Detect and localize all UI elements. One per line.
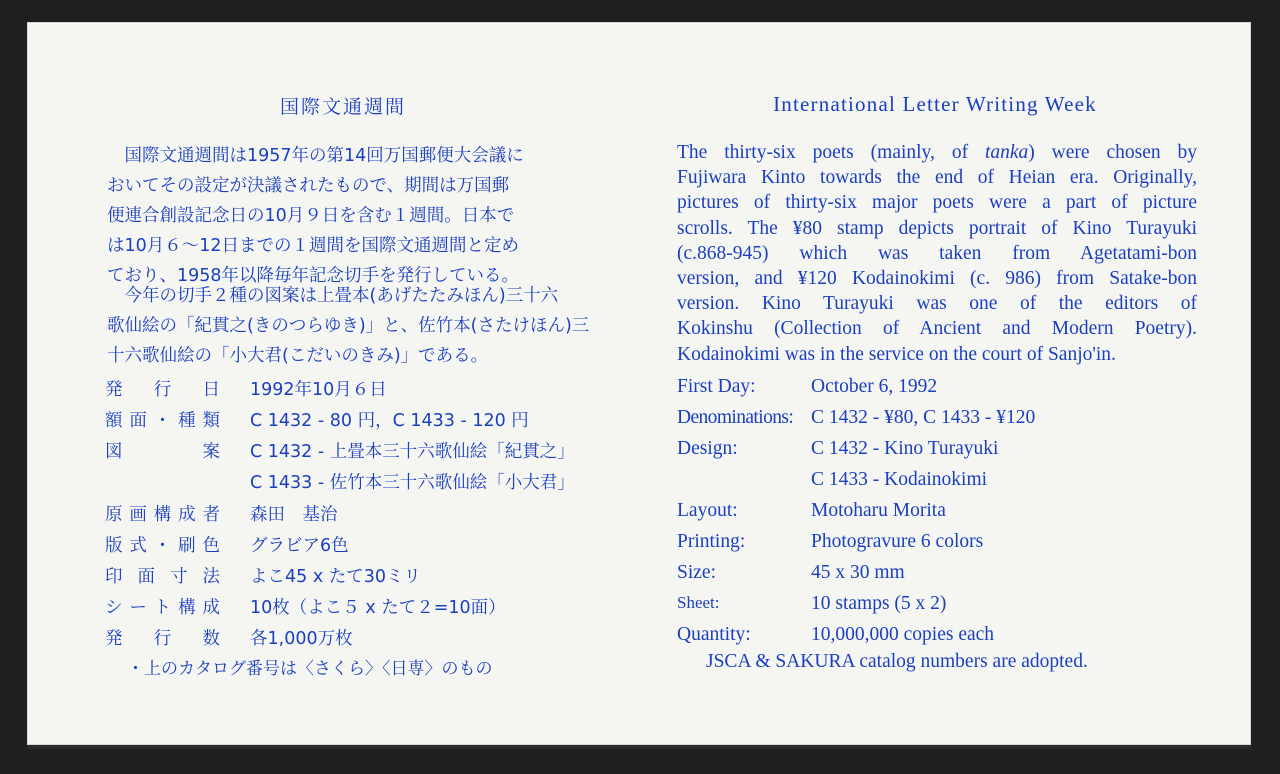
jp-para2-line: 今年の切手２種の図案は上畳本(あげたたみほん)三十六 [107,286,559,306]
en-para-line: version. Kino Turayuki was one of the editors of [677,293,1197,315]
en-detail-label: Design: [677,438,738,459]
jp-detail-value: 森田 基治 [250,505,338,525]
jp-paragraph-1 [107,141,632,291]
en-detail-label: Quantity: [677,624,751,645]
jp-detail-value: C 1432 - 80 円，C 1433 - 120 円 [250,411,529,431]
jp-para1-line: おいてその設定が決議されたもので、期間は万国郵 [107,176,510,196]
en-detail-value: Motoharu Morita [811,500,946,521]
jp-para2-line: 歌仙絵の「紀貫之(きのつらゆき)」と、佐竹本(さたけほん)三 [107,316,590,336]
jp-detail-value: 1992年10月６日 [250,380,387,400]
jp-detail-label: 印 面 寸 法 [105,567,220,587]
en-para-line: The thirty-six poets (mainly, of tanka) were chosen by [677,142,1197,163]
jp-para1-line: ており、1958年以降毎年記念切手を発行している。 [107,266,520,286]
en-detail-value: C 1432 - Kino Turayuki [811,438,999,459]
jp-para2-line: 十六歌仙絵の「小大君(こだいのきみ)」である。 [107,346,489,366]
en-catalog-note: JSCA & SAKURA catalog numbers are adopted. [706,651,1088,672]
jp-detail-value: 10枚（よこ５ x たて２=10面） [250,598,506,618]
en-detail-value: 10 stamps (5 x 2) [811,593,947,614]
jp-para1-line: 便連合創設記念日の10月９日を含む１週間。日本で [107,206,515,226]
en-detail-label: Printing: [677,531,746,552]
en-para-line: Fujiwara Kinto towards the end of Heian era. Originally, [677,167,1197,189]
jp-detail-value: C 1433 - 佐竹本三十六歌仙絵「小大君」 [250,473,575,493]
en-detail-value: C 1433 - Kodainokimi [811,469,988,490]
jp-detail-label: 原 画 構 成 者 [105,505,220,525]
en-detail-value: 45 x 30 mm [811,562,905,583]
en-para-line: scrolls. The ¥80 stamp depicts portrait of Kino Turayuki [677,217,1197,239]
en-paragraph [677,140,1197,367]
jp-title: 国際文通週間 [279,96,406,118]
jp-detail-label: シ ー ト 構 成 [105,598,220,618]
card-edge [27,745,1251,749]
en-detail-label: First Day: [677,376,756,397]
jp-catalog-note: ・上のカタログ番号は〈さくら〉〈日専〉のもの [127,659,493,679]
en-detail-label: Denominations: [677,407,794,428]
en-detail-value: 10,000,000 copies each [811,624,995,645]
jp-detail-label: 額 面 ・ 種 類 [105,411,220,431]
en-para-line: version, and ¥120 Kodainokimi (c. 986) from Satake-bon [677,268,1197,290]
jp-detail-label: 版 式 ・ 刷 色 [105,536,220,556]
en-detail-value: Photogravure 6 colors [811,531,984,552]
jp-para1-line: は10月６～12日までの１週間を国際文通週間と定め [107,236,520,256]
en-detail-label: Size: [677,562,716,583]
jp-detail-value: 各1,000万枚 [250,629,353,649]
jp-detail-label: 発 行 日 [105,380,220,400]
en-para-line: Kodainokimi was in the service on the court of Sanjo'in. [677,343,1116,365]
en-detail-value: C 1432 - ¥80, C 1433 - ¥120 [811,407,1036,428]
en-title: International Letter Writing Week [773,92,1097,116]
jp-detail-value: C 1432 - 上畳本三十六歌仙絵「紀貫之」 [250,442,575,462]
en-detail-value: October 6, 1992 [811,376,938,397]
jp-detail-label: 図 案 [105,442,220,462]
jp-detail-label: 発 行 数 [105,629,220,649]
en-para-line: (c.868-945) which was taken from Agetatami-bon [677,242,1197,264]
jp-detail-value: よこ45 x たて30ミリ [250,567,422,587]
en-detail-label: Layout: [677,500,738,521]
en-para-line: pictures of thirty-six major poets were a part of picture [677,192,1197,214]
jp-detail-value: グラビア6色 [250,536,349,556]
jp-paragraph-2 [107,281,632,371]
en-para-line: Kokinshu (Collection of Ancient and Modern Poetry). [677,318,1197,340]
jp-para1-line: 国際文通週間は1957年の第14回万国郵便大会議に [107,146,524,166]
en-detail-label: Sheet: [677,593,720,612]
